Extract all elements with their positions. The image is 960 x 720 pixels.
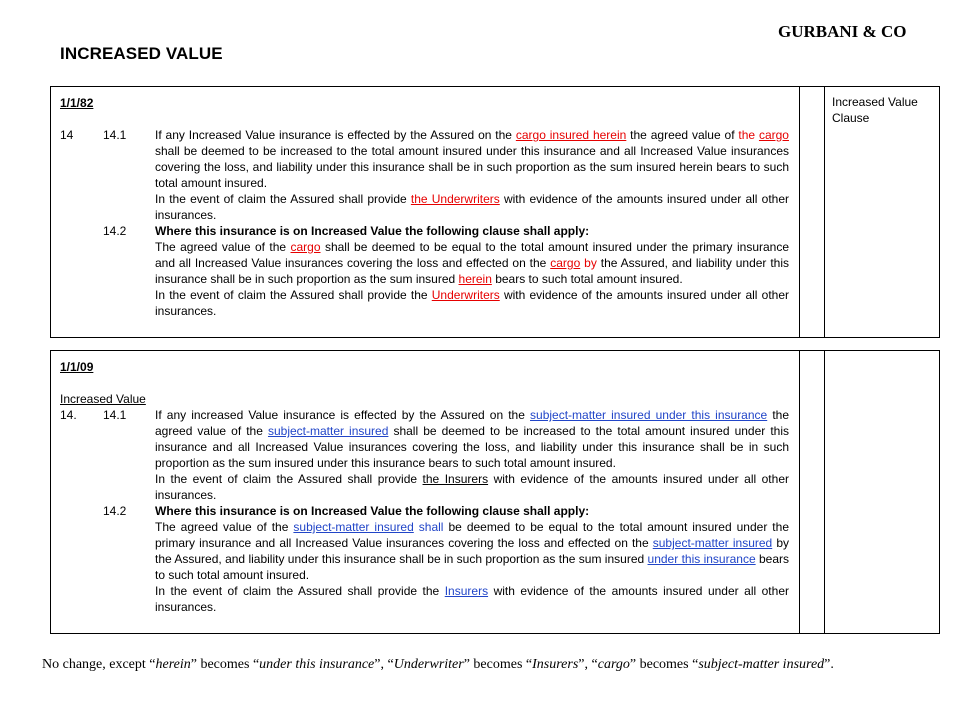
clause-body	[155, 503, 789, 615]
changed-term: subject-matter insured	[293, 520, 414, 534]
changed-term: the Underwriters	[410, 192, 500, 206]
clause-2009-note-cell	[825, 351, 940, 634]
clause-body	[155, 127, 789, 223]
changed-term: cargo	[550, 256, 581, 270]
clause-1982-14-2	[60, 223, 789, 319]
clause-1982-14-1	[60, 127, 789, 223]
changed-term: cargo	[758, 128, 789, 142]
changed-term: subject-matter insured	[267, 424, 389, 438]
paragraph: In the event of claim the Assured shall provide the Underwriters with evidence of the amounts insured under all other insurances.	[155, 288, 789, 318]
changed-term: Insurers	[444, 584, 489, 598]
clause-1982-text-cell	[51, 87, 800, 338]
subclause-heading: Where this insurance is on Increased Value the following clause shall apply:	[155, 224, 590, 238]
paragraph: The agreed value of the cargo shall be deemed to be equal to the total amount insured under the primary insurance and all Increased Value insurances covering the loss and effected on the cargo by the Assured, and liability under this insurance shall be in such proportion as the sum insured herein bears to such total amount insured.	[155, 240, 790, 286]
clause-1982-table	[50, 86, 940, 338]
changed-term: cargo	[290, 240, 321, 254]
change-summary: No change, except “herein” becomes “under this insurance”, “Underwriter” becomes “Insurers”, “cargo” becomes “subject-matter insured”.	[42, 657, 834, 672]
changed-term: shall	[418, 520, 444, 534]
changed-term: by	[584, 256, 597, 270]
clause-number: 14	[60, 128, 74, 142]
company-name: GURBANI & CO	[778, 22, 907, 41]
paragraph: If any increased Value insurance is effected by the Assured on the subject-matter insured under this insurance the agreed value of the subject-matter insured shall be deemed to be increased to the total amount insured under this insurance and all Increased Value insurances covering the loss, and liability under this insurance shall be in such proportion as the sum insured under this insurance bears to such total amount insured.	[155, 408, 790, 470]
paragraph: In the event of claim the Assured shall provide the Insurers with evidence of the amounts insured under all other insurances.	[155, 584, 789, 614]
subclause-heading: Where this insurance is on Increased Value the following clause shall apply:	[155, 504, 590, 518]
changed-term: herein	[458, 272, 492, 286]
paragraph: The agreed value of the subject-matter insured shall be deemed to be equal to the total amount insured under the primary insurance and all Increased Value insurances covering the loss and effected on the subject-matter insured by the Assured, and liability under this insurance shall be in such proportion as the sum insured under this insurance bears to such total amount insured.	[155, 520, 790, 582]
paragraph: If any Increased Value insurance is effected by the Assured on the cargo insured herein the agreed value of the cargo shall be deemed to be increased to the total amount insured under this insurance and all Increased Value insurances covering the loss, and liability under this insurance shall be in such proportion as the sum insured herein bears to such total amount insured.	[155, 128, 789, 190]
subclause-number: 14.2	[103, 224, 127, 238]
clause-2009-heading: Increased Value	[60, 392, 146, 406]
clause-2009-14-1	[60, 407, 789, 503]
clause-2009-14-2	[60, 503, 789, 615]
subclause-number: 14.1	[103, 128, 127, 142]
changed-term: cargo insured herein	[515, 128, 627, 142]
clause-body	[155, 223, 789, 319]
paragraph: In the event of claim the Assured shall provide the Insurers with evidence of the amounts insured under all other insurances.	[155, 472, 789, 502]
paragraph: In the event of claim the Assured shall provide the Underwriters with evidence of the amounts insured under all other insurances.	[155, 192, 789, 222]
subclause-number: 14.2	[103, 504, 127, 518]
clause-number: 14.	[60, 408, 77, 422]
changed-term: the Insurers	[422, 472, 489, 486]
clause-1982-note-cell	[825, 87, 940, 338]
clause-2009-marker-cell	[800, 351, 825, 634]
changed-term: subject-matter insured under this insurance	[530, 408, 768, 422]
clause-2009-table	[50, 350, 940, 634]
clause-2009-text-cell	[51, 351, 800, 634]
clause-1982-date: 1/1/82	[60, 96, 94, 110]
changed-term: under this insurance	[647, 552, 756, 566]
subclause-number: 14.1	[103, 408, 127, 422]
clause-body	[155, 407, 789, 503]
side-note: Increased Value Clause	[832, 95, 918, 125]
changed-term: the	[738, 128, 756, 142]
changed-term: subject-matter insured	[652, 536, 773, 550]
changed-term: Underwriters	[431, 288, 500, 302]
page-title: INCREASED VALUE	[60, 44, 223, 63]
clause-2009-date: 1/1/09	[60, 360, 94, 374]
clause-1982-marker-cell	[800, 87, 825, 338]
